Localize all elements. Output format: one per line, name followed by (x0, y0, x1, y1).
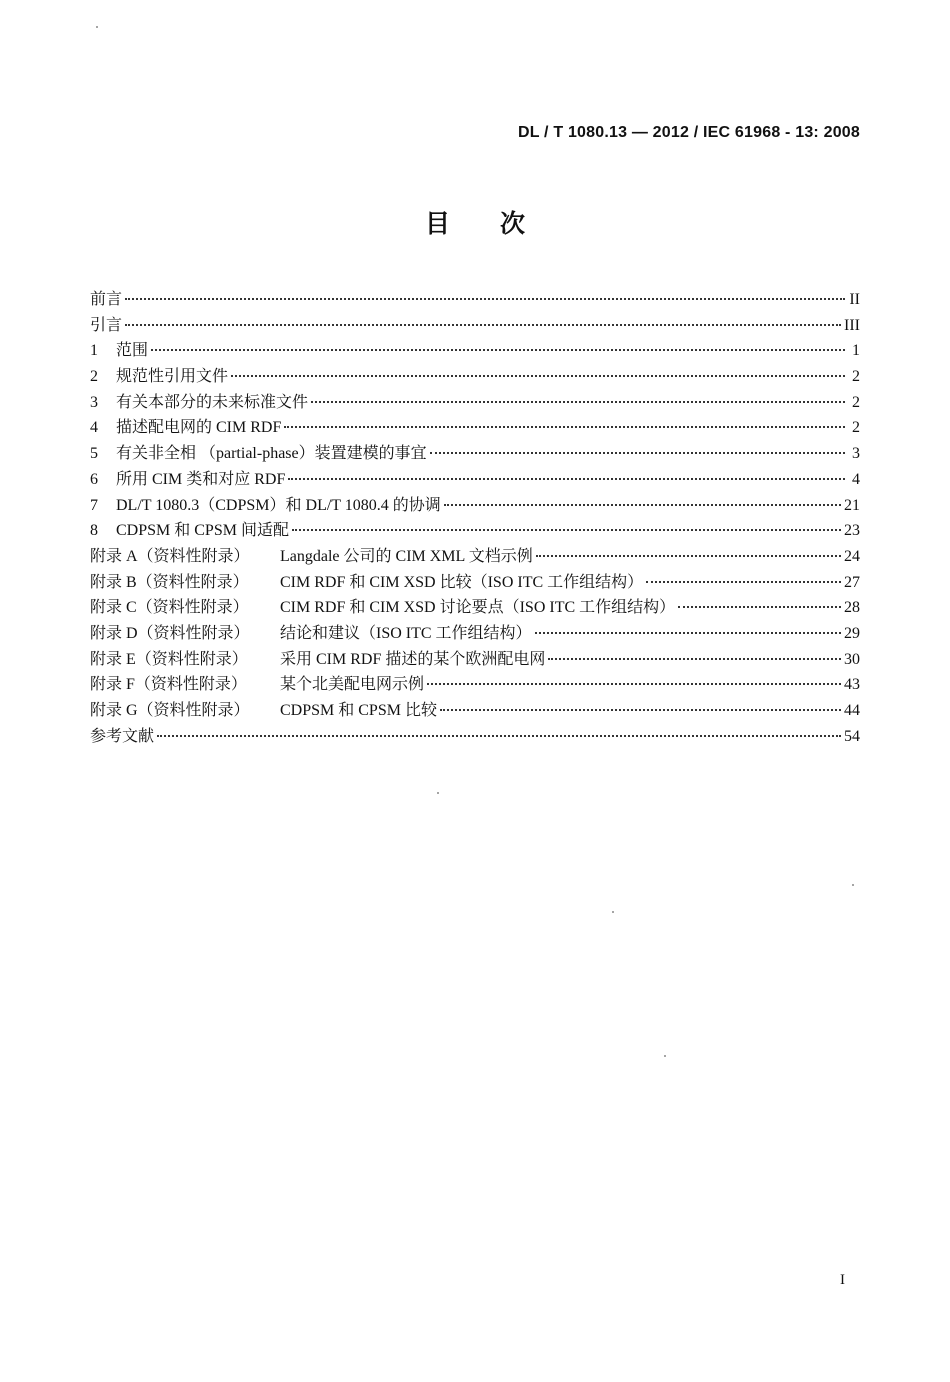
toc-entry-page: 27 (844, 573, 860, 591)
document-code-header: DL / T 1080.13 — 2012 / IEC 61968 - 13: 2008 (517, 124, 860, 141)
toc-entry-annex: 附录 F（资料性附录） (90, 676, 247, 694)
toc-entry-page: 2 (852, 419, 860, 437)
toc-dot-leader (444, 504, 841, 506)
toc-dot-leader (678, 606, 841, 608)
toc-dot-leader (430, 452, 845, 454)
toc-dot-leader (440, 709, 841, 711)
toc-entry-label: DL/T 1080.3（CDPSM）和 DL/T 1080.4 的协调 (116, 496, 441, 514)
toc-entry-page: 21 (844, 496, 860, 514)
toc-dot-leader (231, 375, 845, 377)
toc-entry-page: 23 (844, 522, 860, 540)
toc-entry-label: 引言 (90, 316, 123, 334)
toc-entry (90, 569, 860, 595)
toc-entry (90, 286, 860, 312)
toc-entry (90, 646, 860, 672)
scan-speck (96, 26, 98, 28)
toc-entry-annex: 附录 B（资料性附录） (90, 573, 249, 591)
toc-entry-label: CIM RDF 和 CIM XSD 讨论要点（ISO ITC 工作组结构） (280, 599, 676, 617)
toc-entry-page: 2 (852, 368, 860, 386)
toc-entry-number: 5 (90, 445, 98, 463)
toc-entry-page: 54 (844, 727, 860, 745)
toc-entry-page: III (844, 316, 860, 334)
toc-entry (90, 671, 860, 697)
toc-entry (90, 620, 860, 646)
toc-entry-label: 有关非全相 （partial-phase）装置建模的事宜 (116, 445, 427, 463)
page-title: 目次 (424, 209, 575, 238)
scan-speck (852, 884, 854, 886)
toc-dot-leader (151, 349, 845, 351)
toc-entry-label: 某个北美配电网示例 (280, 676, 425, 694)
toc-entry (90, 363, 860, 389)
toc-entry-label: 描述配电网的 CIM RDF (116, 419, 282, 437)
toc-entry-page: 43 (844, 676, 860, 694)
toc-entry-page: 29 (844, 624, 860, 642)
toc-entry-annex: 附录 G（资料性附录） (90, 702, 250, 719)
toc-entry-label: 前言 (90, 291, 123, 308)
toc-entry (90, 543, 860, 569)
toc-dot-leader (284, 426, 845, 428)
toc-entry-label: CDPSM 和 CPSM 比较 (280, 702, 437, 719)
toc-entry-page: 4 (852, 470, 860, 488)
toc-entry-page: 1 (852, 342, 860, 360)
toc-entry-label: 有关本部分的未来标准文件 (116, 393, 309, 411)
toc-entry-label: 规范性引用文件 (116, 368, 229, 386)
toc-entry (90, 389, 860, 415)
toc-entry-number: 8 (90, 522, 98, 540)
toc-dot-leader (646, 581, 841, 583)
page-folio: I (840, 1272, 845, 1288)
table-of-contents (90, 286, 860, 748)
toc-entry-annex: 附录 D（资料性附录） (90, 624, 250, 642)
scan-speck (664, 1055, 666, 1057)
toc-entry (90, 466, 860, 492)
toc-entry-label: Langdale 公司的 CIM XML 文档示例 (280, 547, 533, 565)
toc-entry-page: 3 (852, 445, 860, 463)
toc-dot-leader (292, 529, 841, 531)
toc-entry-page: 2 (852, 393, 860, 411)
toc-entry (90, 414, 860, 440)
toc-entry (90, 517, 860, 543)
toc-entry-annex: 附录 E（资料性附录） (90, 650, 248, 668)
toc-entry-page: 30 (844, 650, 860, 668)
toc-entry-label: CIM RDF 和 CIM XSD 比较（ISO ITC 工作组结构） (280, 573, 644, 591)
toc-entry (90, 492, 860, 518)
toc-entry-page: 44 (844, 702, 860, 719)
toc-entry-page: II (849, 291, 860, 308)
toc-entry (90, 697, 860, 723)
toc-entry (90, 594, 860, 620)
toc-entry-label: 采用 CIM RDF 描述的某个欧洲配电网 (280, 650, 546, 668)
toc-entry-number: 6 (90, 470, 98, 488)
toc-entry (90, 337, 860, 363)
toc-dot-leader (427, 683, 841, 685)
toc-entry-label: 范围 (116, 342, 149, 360)
toc-dot-leader (535, 632, 841, 634)
scan-speck (612, 911, 614, 913)
toc-entry-page: 24 (844, 547, 860, 565)
toc-entry-page: 28 (844, 599, 860, 617)
toc-entry (90, 440, 860, 466)
toc-entry-label: 结论和建议（ISO ITC 工作组结构） (280, 624, 532, 642)
toc-dot-leader (548, 658, 841, 660)
toc-dot-leader (157, 735, 841, 737)
toc-dot-leader (536, 555, 841, 557)
toc-entry-label: CDPSM 和 CPSM 间适配 (116, 522, 289, 540)
toc-entry-number: 4 (90, 419, 98, 437)
toc-entry-label: 参考文献 (90, 727, 155, 745)
toc-entry-number: 7 (90, 496, 98, 514)
toc-entry (90, 312, 860, 338)
toc-dot-leader (125, 324, 841, 326)
toc-entry-number: 2 (90, 368, 98, 386)
toc-dot-leader (125, 298, 845, 300)
toc-entry-label: 所用 CIM 类和对应 RDF (116, 470, 286, 488)
toc-entry (90, 723, 860, 749)
toc-entry-number: 1 (90, 342, 98, 360)
toc-entry-annex: 附录 A（资料性附录） (90, 547, 250, 565)
toc-dot-leader (288, 478, 845, 480)
scan-speck (437, 792, 439, 794)
toc-entry-annex: 附录 C（资料性附录） (90, 599, 249, 617)
toc-dot-leader (311, 401, 845, 403)
toc-entry-number: 3 (90, 393, 98, 411)
